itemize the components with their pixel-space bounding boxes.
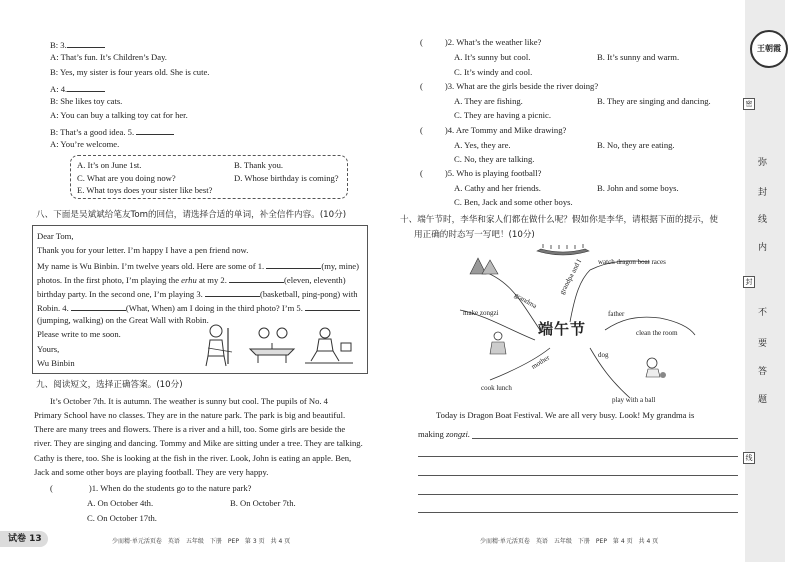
- node-make-zongzi: make zongzi: [463, 309, 499, 317]
- node-clean-the-room: clean the room: [636, 329, 678, 337]
- letter-line-2: My name is Wu Binbin. I’m twelve years old. Here are some of 1. (my, mine): [37, 261, 359, 271]
- answer-blank[interactable]: [67, 82, 105, 92]
- option-a: A. It’s on June 1st.: [77, 160, 142, 170]
- question-5: ( )5. Who is playing football?: [420, 168, 542, 178]
- ping-pong-photo-illustration: [248, 325, 296, 365]
- option-e: E. What toys does your sister like best?: [77, 185, 213, 195]
- seal-line-char: 答: [758, 367, 768, 377]
- writing-start-line-2: making zongzi.: [418, 429, 471, 439]
- node-play-with-a-ball: play with a ball: [612, 396, 656, 404]
- seal-line-char: 弥: [758, 158, 768, 168]
- cooking-mother-icon: [486, 330, 510, 356]
- dragon-boat-icon: [535, 243, 591, 257]
- erhu-photo-illustration: [200, 322, 236, 368]
- dog-ball-icon: [642, 355, 668, 381]
- question-3: ( )3. What are the girls beside the river doing?: [420, 81, 599, 91]
- question-4-option-c: C. No, they are talking.: [454, 154, 535, 164]
- dialogue-line-2: A: That’s fun. It’s Children’s Day.: [50, 52, 167, 62]
- question-1-option-a: A. On October 4th.: [87, 498, 154, 508]
- passage-line-1: It’s October 7th. It is autumn. The weather is sunny but cool. The pupils of No. 4: [50, 396, 328, 406]
- question-4: ( )4. Are Tommy and Mike drawing?: [420, 125, 567, 135]
- seal-line-char: 内: [758, 243, 768, 253]
- question-4-option-a: A. Yes, they are.: [454, 140, 511, 150]
- question-3-option-a: A. They are fishing.: [454, 96, 523, 106]
- mind-map-center: 端午节: [538, 320, 587, 338]
- writing-line-1[interactable]: [472, 438, 738, 439]
- dialogue-line-4: A: 4.: [50, 82, 105, 95]
- letter-line-1: Thank you for your letter. I’m happy I have a pen friend now.: [37, 245, 249, 255]
- answer-blank[interactable]: [305, 301, 360, 311]
- seal-line-char: 封: [758, 188, 768, 198]
- section-10-heading-2: 用正确的时态写一写吧！(10分): [414, 230, 535, 240]
- passage-line-3: There are many trees and flowers. There is a river and a hill, too. Some girls are beside the: [34, 424, 346, 434]
- passage-line-5: Cathy is there, too. She is looking at the fish in the river. Look, John is eating an apple. Ben,: [34, 453, 352, 463]
- node-mother: mother: [530, 353, 552, 371]
- node-watch-dragon-boat-races: watch dragon boat races: [598, 258, 666, 266]
- section-9-heading: 九、阅读短文，选择正确答案。(10分): [36, 380, 183, 390]
- letter-line-9: Wu Binbin: [37, 358, 75, 368]
- question-3-option-c: C. They are having a picnic.: [454, 110, 551, 120]
- zongzi-icon: [468, 254, 500, 276]
- question-3-option-b: B. They are singing and dancing.: [597, 96, 711, 106]
- answer-blank[interactable]: [71, 301, 126, 311]
- node-grandma: grandma: [513, 291, 539, 311]
- question-5-option-c: C. Ben, Jack and some other boys.: [454, 197, 573, 207]
- node-father: father: [608, 310, 625, 318]
- seal-line-char: 要: [758, 339, 768, 349]
- writing-line-5[interactable]: [418, 512, 738, 513]
- right-page-footer: 少而精·单元活页卷 英语 五年级 下册 PEP 第 4 页 共 4 页: [480, 538, 659, 545]
- passage-line-6: Jack and some other boys are playing football. They are very happy.: [34, 467, 269, 477]
- letter-salutation: Dear Tom,: [37, 231, 74, 241]
- seal-line-char: 不: [758, 308, 768, 318]
- answer-blank[interactable]: [229, 273, 284, 283]
- dialogue-line-6: A: You can buy a talking toy cat for her.: [50, 110, 188, 120]
- option-d: D. Whose birthday is coming?: [234, 173, 339, 183]
- node-cook-lunch: cook lunch: [481, 384, 512, 392]
- question-5-option-b: B. John and some boys.: [597, 183, 679, 193]
- answer-blank[interactable]: [67, 38, 105, 48]
- brand-logo: 王朝霞: [750, 30, 788, 68]
- passage-line-2: Primary School have no classes. They are in the nature park. The park is big and beautiful.: [34, 410, 346, 420]
- node-grandpa-and-i: grandpa and I: [558, 258, 584, 296]
- seal-mark: 封: [743, 276, 755, 288]
- section-8-heading: 八、下面是吴斌斌给笔友Tom的回信，请选择合适的单词，补全信件内容。(10分): [36, 210, 347, 220]
- great-wall-photo-illustration: [305, 325, 353, 365]
- answer-blank[interactable]: [136, 125, 174, 135]
- dialogue-line-5: B: She likes toy cats.: [50, 96, 123, 106]
- answer-blank[interactable]: [266, 259, 321, 269]
- letter-line-7: Please write to me soon.: [37, 329, 121, 339]
- dialogue-line-1: B: 3.: [50, 38, 105, 51]
- seal-line-char: 线: [758, 215, 768, 225]
- seal-mark: 线: [743, 452, 755, 464]
- dialogue-line-8: A: You’re welcome.: [50, 139, 120, 149]
- dialogue-line-3: B: Yes, my sister is four years old. She is cute.: [50, 67, 210, 77]
- question-2: ( )2. What’s the weather like?: [420, 37, 542, 47]
- passage-line-4: river. They are singing and dancing. Tommy and Mike are sitting under a tree. They are talking.: [34, 438, 363, 448]
- question-2-option-c: C. It’s windy and cool.: [454, 67, 533, 77]
- answer-blank[interactable]: [205, 287, 260, 297]
- question-5-option-a: A. Cathy and her friends.: [454, 183, 541, 193]
- question-2-option-a: A. It’s sunny but cool.: [454, 52, 531, 62]
- option-c: C. What are you doing now?: [77, 173, 176, 183]
- letter-line-5: Robin. 4. (What, When) am I doing in the third photo? I’m 5.: [37, 301, 360, 314]
- question-1-option-c: C. On October 17th.: [87, 513, 157, 523]
- letter-line-3: photos. In the first photo, I’m playing the erhu at my 2. (eleven, eleventh): [37, 275, 346, 285]
- writing-line-4[interactable]: [418, 494, 738, 495]
- letter-line-8: Yours,: [37, 344, 60, 354]
- writing-line-3[interactable]: [418, 475, 738, 476]
- node-dog: dog: [598, 351, 609, 359]
- writing-start-line-1: Today is Dragon Boat Festival. We are all very busy. Look! My grandma is: [436, 410, 695, 420]
- page-badge: 试卷 13: [0, 531, 48, 547]
- question-1: ( )1. When do the students go to the nature park?: [50, 483, 252, 493]
- question-1-option-b: B. On October 7th.: [230, 498, 296, 508]
- letter-line-4: birthday party. In the second one, I’m playing 3. (basketball, ping-pong) with: [37, 289, 358, 299]
- left-page-footer: 少而精·单元活页卷 英语 五年级 下册 PEP 第 3 页 共 4 页: [112, 538, 291, 545]
- question-4-option-b: B. No, they are eating.: [597, 140, 675, 150]
- option-b: B. Thank you.: [234, 160, 284, 170]
- question-2-option-b: B. It’s sunny and warm.: [597, 52, 680, 62]
- section-10-heading: 十、端午节时，李华和家人们都在做什么呢？假如你是李华，请根据下面的提示，使: [400, 215, 718, 225]
- letter-line-6: (jumping, walking) on the Great Wall with Robin.: [37, 315, 209, 325]
- writing-line-2[interactable]: [418, 456, 738, 457]
- seal-mark: 密: [743, 98, 755, 110]
- dialogue-line-7: B: That’s a good idea. 5.: [50, 125, 174, 138]
- seal-line-char: 题: [758, 395, 768, 405]
